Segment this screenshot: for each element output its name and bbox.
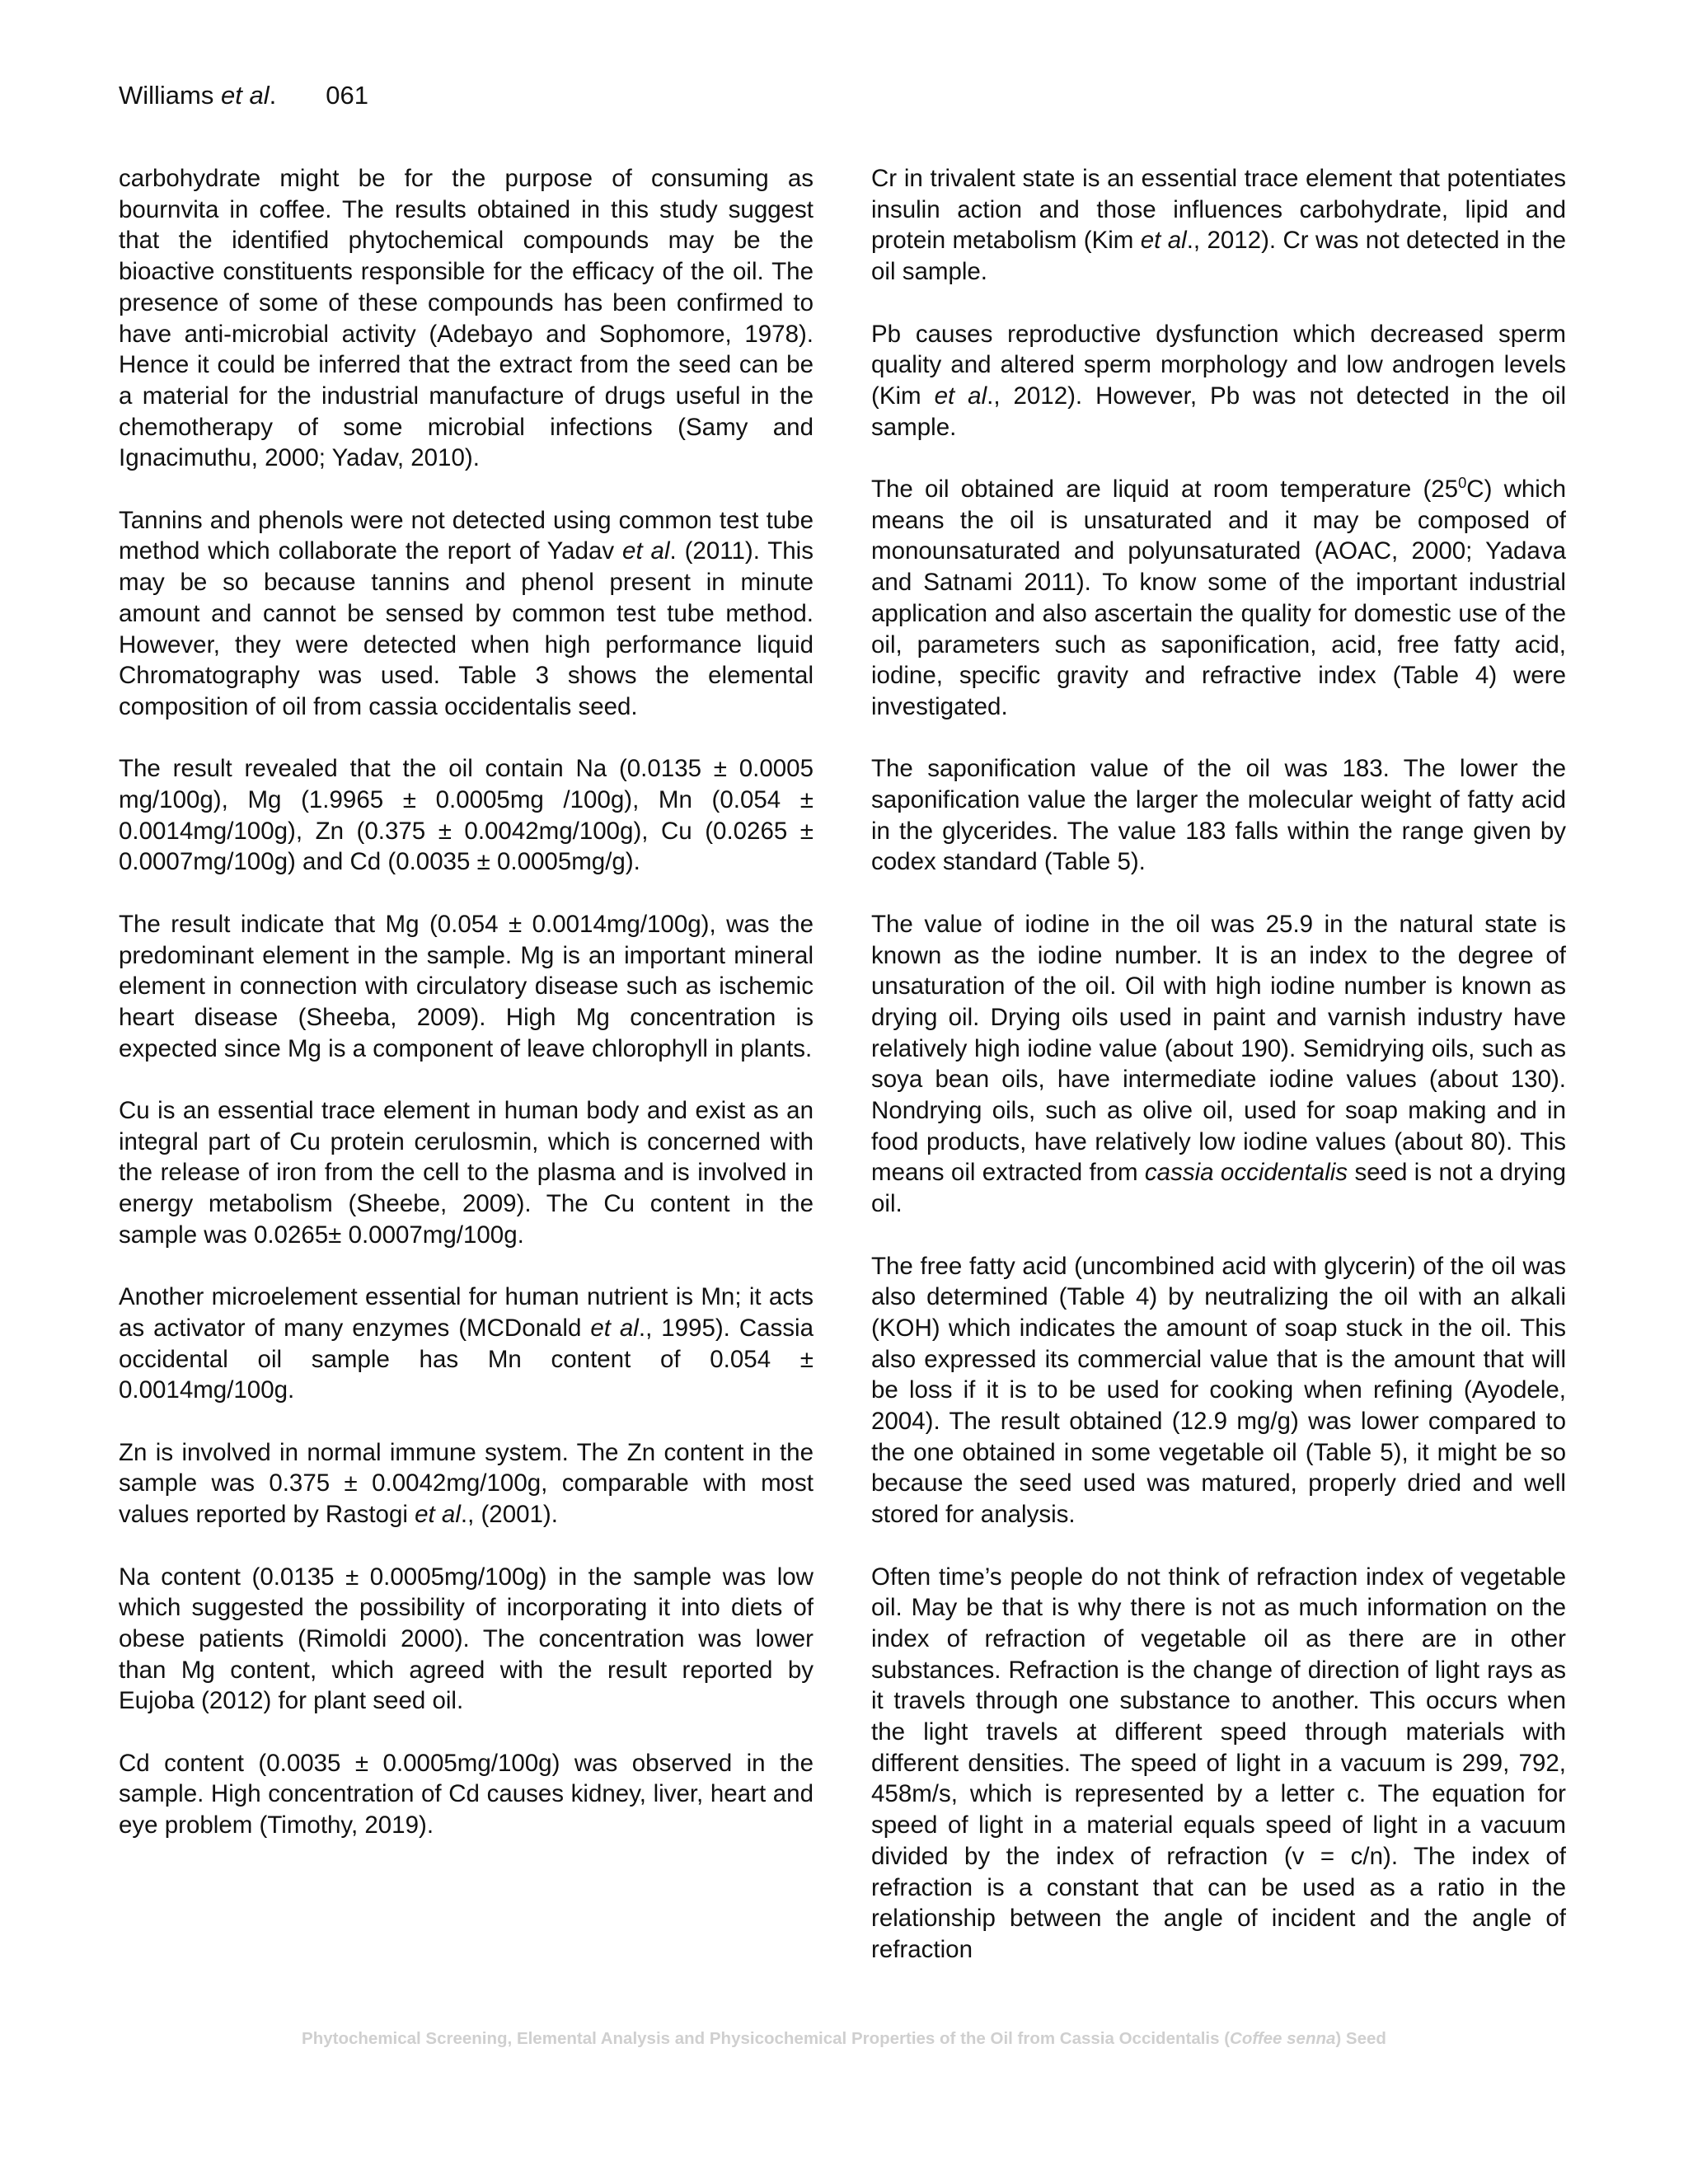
paragraph: The oil obtained are liquid at room temperature $(25^0C)$ which means the oil is unsaturated and it may be composed of monounsaturated and polyunsaturated (AOAC, 2000; Yadava and Satnami 2011). To know some of the important industrial application and also ascertain the quality for domestic use of the oil, parameters such as saponification, acid, free fatty acid, iodine, specific gravity and refractive index (Table 4) were investigated. <box>871 474 1567 720</box>
paragraph: Often time’s people do not think of refraction index of vegetable oil. May be that is why there is not as much information on the index of refraction of vegetable oil as there are in other substances. Refraction is the change of direction of light rays as it travels through one substance to another. This occurs when the light travels at different speed through materials with different densities. The speed of light in a vacuum is 299, 792, 458m/s, which is represented by a letter c. The equation for speed of light in a material equals speed of light in a vacuum divided by the index of refraction (v = c/n). The index of refraction is a constant that can be used as a ratio in the relationship between the angle of incident and the angle of refraction <box>871 1563 1566 1963</box>
paragraph: Na content (0.0135 ± 0.0005mg/100g) in the sample was low which suggested the possibility of incorporating it into diets of obese patients (Rimoldi 2000). The concentration was lower than Mg content, which agreed with the result reported by Eujoba (2012) for plant seed oil. <box>119 1563 814 1715</box>
page-number: 061 <box>326 81 368 110</box>
left-column <box>119 163 814 1841</box>
paragraph: Cr in trivalent state is an essential trace element that potentiates insulin action and those influences carbohydrate, lipid and protein metabolism (Kim et al., 2012). Cr was not detected in the oil sample. <box>871 165 1567 286</box>
paragraph: Cd content (0.0035 ± 0.0005mg/100g) was observed in the sample. High concentration of Cd causes kidney, liver, heart and eye problem (Timothy, 2019). <box>119 1749 814 1840</box>
author-name: Williams <box>119 81 221 110</box>
paragraph: The value of iodine in the oil was 25.9 in the natural state is known as the iodine number. It is an index to the degree of unsaturation of the oil. Oil with high iodine number is known as drying oil. Drying oils used in paint and varnish industry have relatively high iodine value (about 190). Semidrying oils, such as soya bean oils, have intermediate iodine values (about 130). Nondrying oils, such as olive oil, used for soap making and in food products, have relatively low iodine values (about 80). This means oil extracted from cassia occidentalis seed is not a drying oil. <box>871 910 1566 1218</box>
right-column <box>871 163 1566 1966</box>
paragraph: The result indicate that Mg (0.054 ± 0.0014mg/100g), was the predominant element in the sample. Mg is an important mineral element in connection with circulatory disease such as ischemic heart disease (Sheeba, 2009). High Mg concentration is expected since Mg is a component of leave chlorophyll in plants. <box>119 910 814 1062</box>
paragraph: Pb causes reproductive dysfunction which decreased sperm quality and altered sperm morphology and low androgen levels (Kim et al., 2012). However, Pb was not detected in the oil sample. <box>871 320 1566 441</box>
paragraph: carbohydrate might be for the purpose of consuming as bournvita in coffee. The results obtained in this study suggest that the identified phytochemical compounds may be the bioactive constituents responsible for the efficacy of the oil. The presence of some of these compounds has been confirmed to have anti-microbial activity (Adebayo and Sophomore, 1978). Hence it could be inferred that the extract from the seed can be a material for the industrial manufacture of drugs useful in the chemotherapy of some microbial infections (Samy and Ignacimuthu, 2000; Yadav, 2010). <box>119 165 814 472</box>
paragraph: The saponification value of the oil was 183. The lower the saponification value the larger the molecular weight of fatty acid in the glycerides. The value 183 falls within the range given by codex standard (Table 5). <box>871 755 1566 876</box>
paragraph: Tannins and phenols were not detected using common test tube method which collaborate the report of Yadav et al. (2011). This may be so because tannins and phenol present in minute amount and cannot be sensed by common test tube method. However, they were detected when high performance liquid Chromatography was used. Table 3 shows the elemental composition of oil from cassia occidentalis seed. <box>119 506 814 720</box>
paragraph: Another microelement essential for human nutrient is Mn; it acts as activator of many enzymes (MCDonald et al., 1995). Cassia occidental oil sample has Mn content of 0.054 ± 0.0014mg/100g. <box>119 1283 814 1404</box>
running-head <box>119 79 368 112</box>
paragraph: Cu is an essential trace element in human body and exist as an integral part of Cu protein cerulosmin, which is concerned with the release of iron from the cell to the plasma and is involved in energy metabolism (Sheebe, 2009). The Cu content in the sample was 0.0265± 0.0007mg/100g. <box>119 1097 814 1249</box>
paragraph: The result revealed that the oil contain Na (0.0135 ± 0.0005 mg/100g), Mg (1.9965 ± 0.0005mg /100g), Mn (0.054 ± 0.0014mg/100g), Zn (0.375 ± 0.0042mg/100g), Cu (0.0265 ± 0.0007mg/100g) and Cd (0.0035 ± 0.0005mg/g). <box>119 755 814 876</box>
footer-title: Phytochemical Screening, Elemental Analysis and Physicochemical Properties of the Oil from Cassia Occidentalis (Coffee senna) Seed <box>302 2029 1386 2048</box>
paragraph: Zn is involved in normal immune system. The Zn content in the sample was 0.375 ± 0.0042mg/100g, comparable with most values reported by Rastogi et al., (2001). <box>119 1438 814 1529</box>
author-etal: et al <box>221 81 270 110</box>
paragraph: The free fatty acid (uncombined acid with glycerin) of the oil was also determined (Table 4) by neutralizing the oil with an alkali (KOH) which indicates the amount of soap stuck in the oil. This also expressed its commercial value that is the amount that will be loss if it is to be used for cooking when refining (Ayodele, 2004). The result obtained (12.9 mg/g) was lower compared to the one obtained in some vegetable oil (Table 5), it might be so because the seed used was matured, properly dried and well stored for analysis. <box>871 1252 1566 1529</box>
author-period: . <box>269 81 277 110</box>
